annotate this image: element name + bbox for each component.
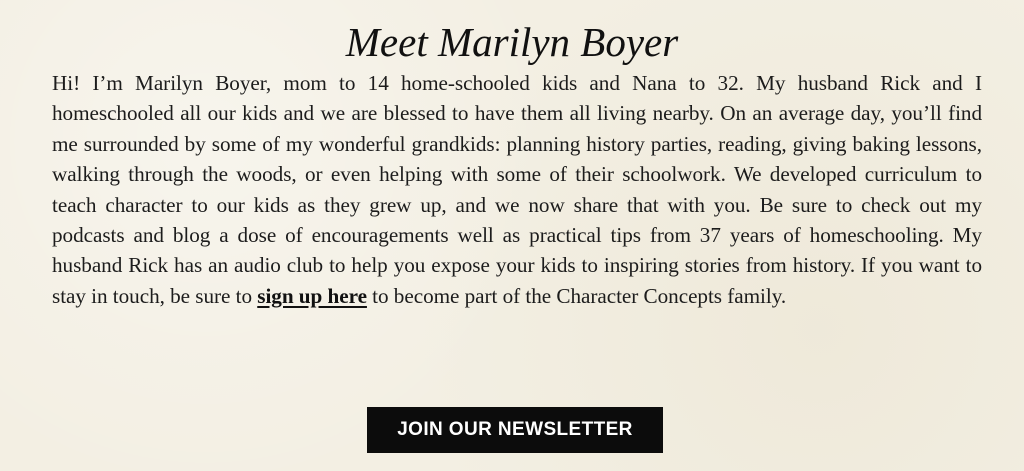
section-heading: Meet Marilyn Boyer [345,19,679,65]
join-newsletter-button[interactable]: JOIN OUR NEWSLETTER [367,407,663,453]
bio-text-end: to become part of the Character Concepts family. [366,283,787,308]
sign-up-link[interactable]: sign up here [257,283,367,308]
bio-paragraph [52,68,982,311]
bio-text-start: Hi! I’m Marilyn Boyer, mom to 14 home-schooled kids and Nana to 32. My husband Rick and I homeschooled all our kids and we are blessed to have them all living nearby. On an average day, you’ll find me surrounded by some of my wonderful grandkids: planning history parties, reading, giving baking lessons, walking through the woods, or even helping with some of their schoolwork. We developed curriculum to teach character to our kids as they grew up, and we now share that with you. Be sure to check out my podcasts and blog a dose of encouragements well as practical tips from 37 years of homeschooling. My husband Rick has an audio club to help you expose your kids to inspiring stories from history. If you want to stay in touch, be sure to [52,71,982,308]
